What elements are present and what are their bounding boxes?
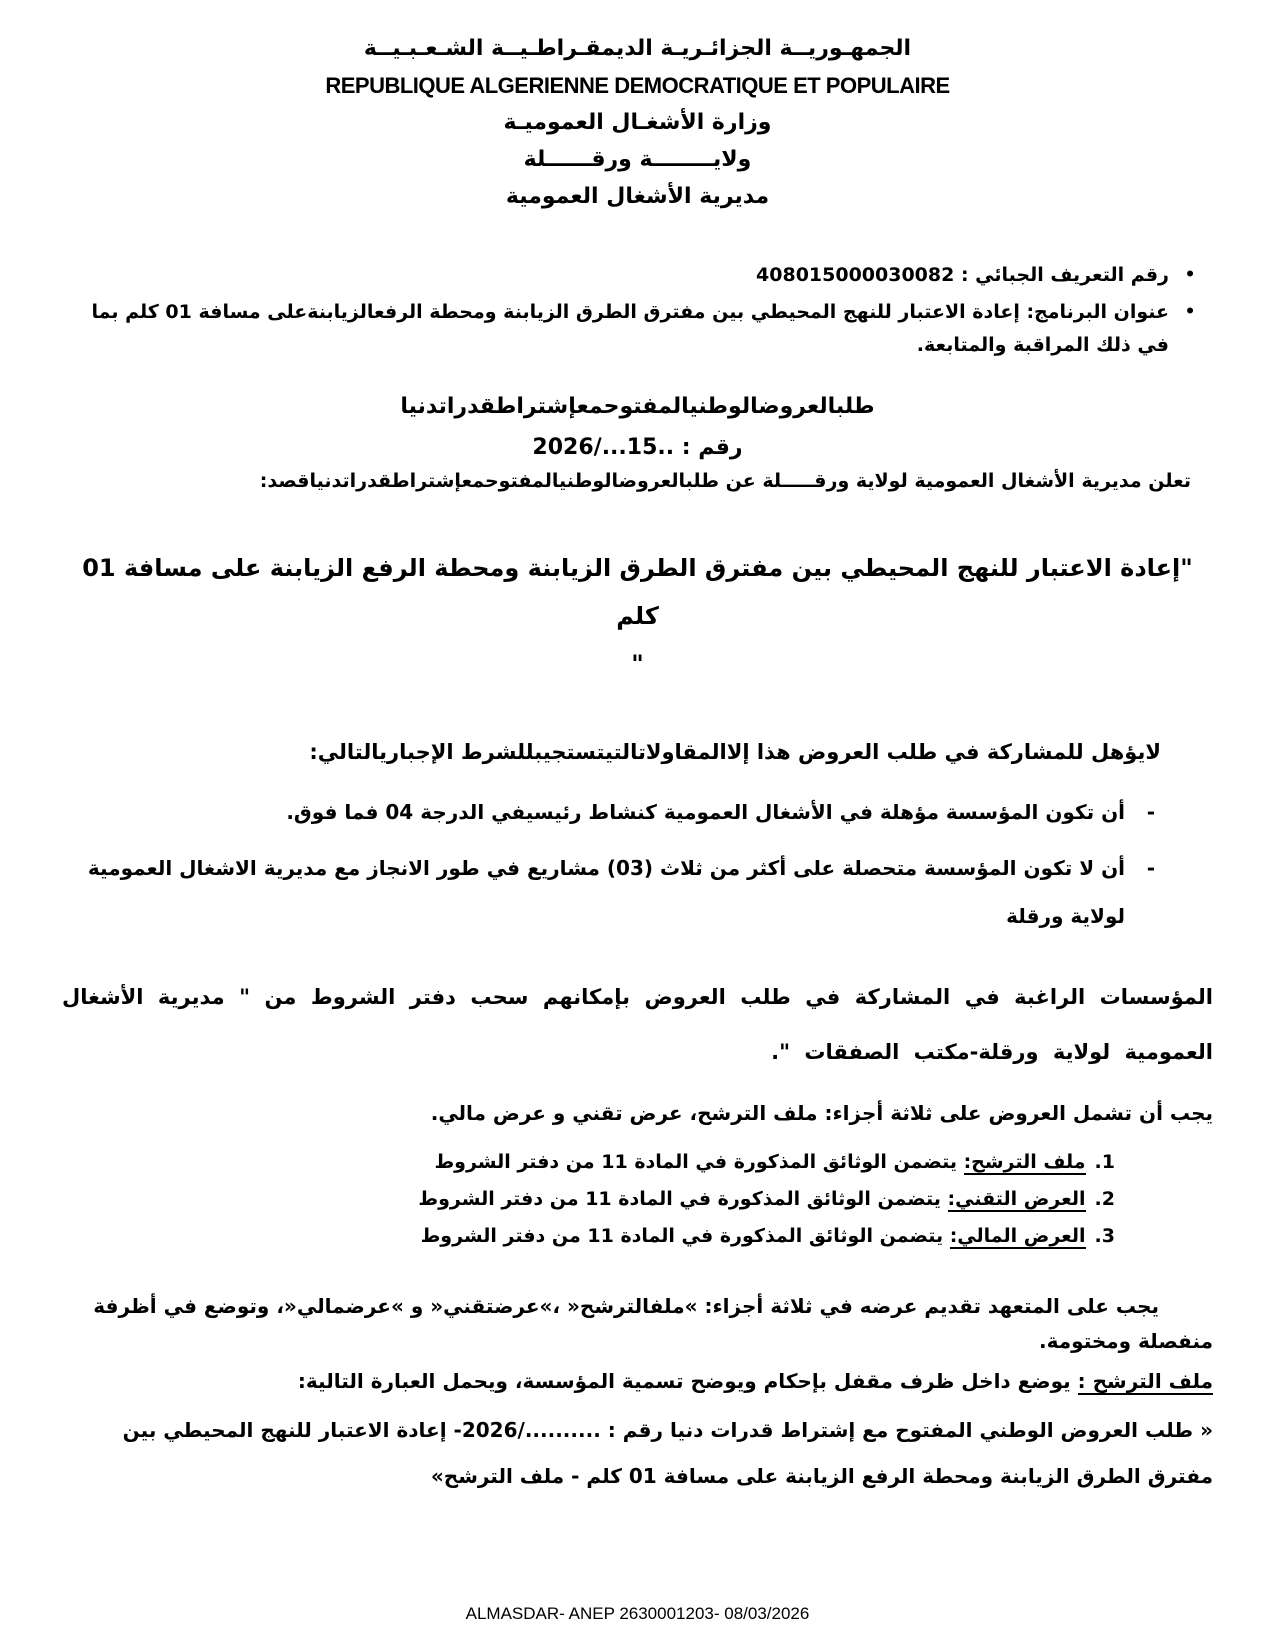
offer-part-text (418, 1181, 1085, 1218)
eligibility-conditions (62, 788, 1213, 940)
condition-text: أن لا تكون المؤسسة متحصلة على أكثر من ثلاث (03) مشاريع في طور الانجاز مع مديرية الاشغال العمومية لولاية ورقلة (87, 856, 1125, 928)
offer-part-text (434, 1144, 1085, 1181)
item-number: 2. (1094, 1188, 1115, 1210)
offer-part-rest: يتضمن الوثائق المذكورة في المادة 11 من دفتر الشروط (418, 1188, 941, 1210)
withdrawal-paragraph: المؤسسات الراغبة في المشاركة في طلب العروض بإمكانهم سحب دفتر الشروط من " مديرية الأشغال العمومية لولاية ورقلة-مكتب الصفقات ". (62, 985, 1213, 1064)
dash-icon: - (1146, 800, 1155, 824)
eligibility-intro: لايؤهل للمشاركة في طلب العروض هذا إلاالمقاولاتالتيتستجيبللشرط الإجباريالتالي: (309, 740, 1161, 764)
identification-section (62, 259, 1213, 362)
offer-parts-list (62, 1144, 1213, 1255)
candidacy-file-text: يوضع داخل ظرف مقفل بإحكام ويوضح تسمية المؤسسة، ويحمل العبارة التالية: (297, 1369, 1071, 1393)
envelope-inscription-quote: « طلب العروض الوطني المفتوح مع إشتراط قدرات دنيا رقم : ........../2026- إعادة الاعتبار للنهج المحيطي بين مفترق الطرق الزيابنة ومحطة الرفع الزيابنة على مسافة 01 كلم - ملف الترشح» (122, 1418, 1213, 1488)
offer-part-text (421, 1218, 1086, 1255)
program-title-text: عنوان البرنامج: إعادة الاعتبار للنهج المحيطي بين مفترق الطرق الزيابنة ومحطة الرفعالزيابنةعلى مسافة 01 كلم بما في ذلك المراقبة والمتابعة. (91, 301, 1169, 356)
project-title-closing-quote: " (631, 650, 644, 678)
tender-number-value: ..15.../2026 (532, 435, 675, 460)
directorate-title: مديرية الأشغال العمومية (505, 184, 770, 209)
offers-intro: يجب أن تشمل العروض على ثلاثة أجزاء: ملف الترشح، عرض تقني و عرض مالي. (430, 1101, 1213, 1125)
bullet-icon: • (1184, 302, 1196, 322)
offer-part-term: ملف الترشح: (963, 1151, 1086, 1173)
offer-part-rest: يتضمن الوثائق المذكورة في المادة 11 من دفتر الشروط (420, 1225, 944, 1247)
offer-part-item (62, 1218, 1115, 1255)
item-number: 3. (1094, 1225, 1115, 1247)
tender-type-heading: طلبالعروضالوطنيالمفتوحمعإشتراطقدراتدنيا (400, 394, 875, 419)
project-title-block (62, 544, 1213, 688)
tax-id-value: 408015000030082 (756, 264, 955, 286)
republic-title-french: REPUBLIQUE ALGERIENNE DEMOCRATIQUE ET POPULAIRE (325, 73, 950, 98)
document-header (62, 30, 1213, 215)
condition-text: أن تكون المؤسسة مؤهلة في الأشغال العمومية كنشاط رئيسيفي الدرجة 04 فما فوق. (286, 800, 1125, 824)
tender-number-label: رقم : (681, 435, 743, 460)
project-title-line: "إعادة الاعتبار للنهج المحيطي بين مفترق الطرق الزيابنة ومحطة الرفع الزيابنة على مسافة 01 كلم (82, 554, 1193, 630)
tax-id-label: رقم التعريف الجبائي : (960, 264, 1169, 286)
tender-number-line (62, 428, 1213, 468)
tax-id-text (62, 259, 1169, 292)
tax-id-row (62, 259, 1199, 292)
announcement-line: تعلن مديرية الأشغال العمومية لولاية ورقـــــلة عن طلبالعروضالوطنيالمفتوحمعإشتراطقدراتدنياقصد: (259, 470, 1191, 492)
offer-part-item (62, 1181, 1115, 1218)
program-title-row (62, 296, 1199, 362)
item-number: 1. (1094, 1151, 1115, 1173)
offer-part-term: العرض المالي: (949, 1225, 1086, 1247)
offer-part-term: العرض التقني: (947, 1188, 1086, 1210)
republic-title-arabic: الجمهـوريــة الجزائـريـة الديمقـراطـيــة الشـعـبـيــة (363, 36, 912, 61)
dash-icon: - (1146, 856, 1155, 880)
bullet-icon: • (1184, 265, 1196, 285)
offer-part-item (62, 1144, 1115, 1181)
envelopes-paragraph: يجب على المتعهد تقديم عرضه في ثلاثة أجزاء: »ملفالترشح« ،»عرضتقني« و »عرضمالي«، وتوضع في أظرفة منفصلة ومختومة. (93, 1294, 1213, 1353)
candidacy-file-label: ملف الترشح : (1077, 1369, 1213, 1393)
condition-item (62, 788, 1213, 836)
offer-part-rest: يتضمن الوثائق المذكورة في المادة 11 من دفتر الشروط (434, 1151, 957, 1173)
wilaya-title: ولايــــــــة ورقــــــلة (523, 147, 752, 172)
candidacy-file-line (62, 1363, 1213, 1399)
condition-item (62, 844, 1213, 940)
ministry-title: وزارة الأشغـال العموميـة (503, 110, 772, 135)
anep-footer: ALMASDAR- ANEP 2630001203- 08/03/2026 (465, 1604, 810, 1623)
